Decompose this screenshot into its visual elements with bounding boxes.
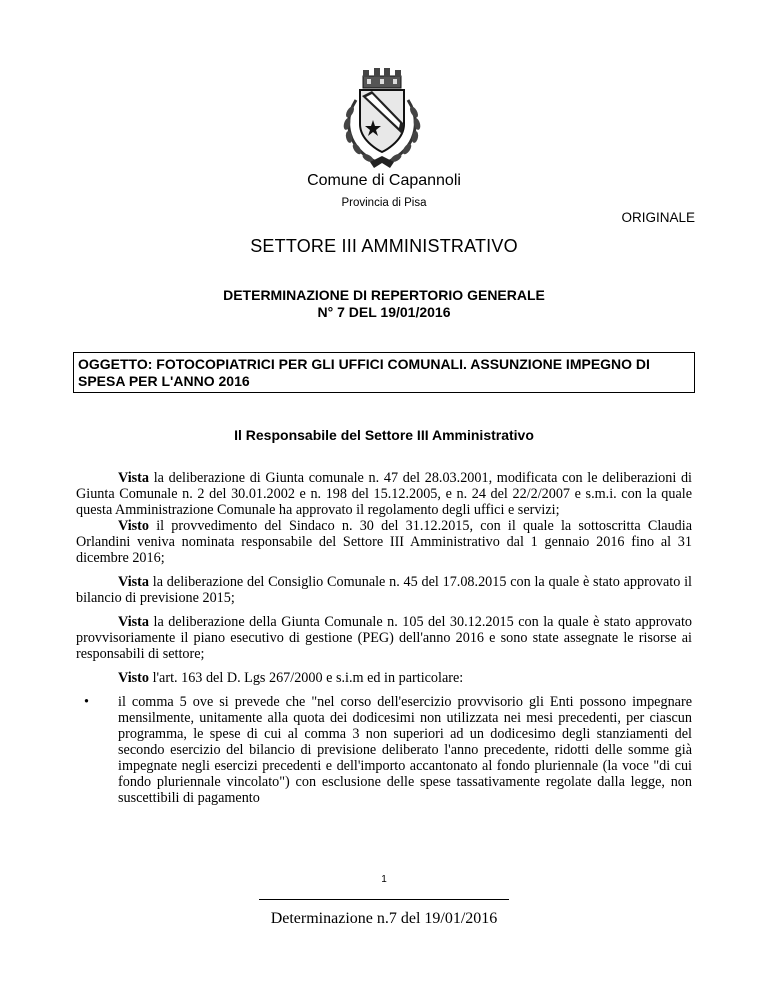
paragraph-vista-regolamento <box>76 470 692 518</box>
paragraph-visto-provvedimento <box>76 518 692 566</box>
responsible-heading: Il Responsabile del Settore III Amministrativo <box>234 427 534 443</box>
paragraph-text: la deliberazione di Giunta comunale n. 47 del 28.03.2001, modificata con le deliberazioni di Giunta Comunale n. 2 del 30.01.2002 e n. 198 del 15.12.2005, e n. 24 del 22/2/2007 e s.m.i. con la quale questa Amministrazione Comunale ha approvato il regolamento degli uffici e servizi; <box>76 470 692 518</box>
footer-text: Determinazione n.7 del 19/01/2016 <box>270 910 498 927</box>
paragraph-keyword: Vista <box>118 574 150 590</box>
paragraph-keyword: Vista <box>118 614 150 630</box>
bullet-icon: • <box>84 694 89 710</box>
province-name: Provincia di Pisa <box>341 197 427 209</box>
paragraph-text: la deliberazione del Consiglio Comunale n. 45 del 17.08.2015 con la quale è stato approvato il bilancio di previsione 2015; <box>76 574 692 606</box>
bullet-text: il comma 5 ove si prevede che "nel corso dell'esercizio provvisorio gli Enti possono impegnare mensilmente, unitamente alla quota dei dodicesimi non utilizzata nei mesi precedenti, per ciascun programma, le spese di cui al comma 3 non superiori ad un dodicesimo degli stanziamenti del secondo esercizio del bilancio di previsione deliberato l'anno precedente, ridotti delle somme già impegnate negli esercizi precedenti e dell'importo accantonato al fondo pluriennale (la voce "di cui fondo pluriennale vincolato") con esclusione delle spese tassativamente regolate dalla legge, non suscettibili di pagamento <box>118 694 692 806</box>
determination-heading-line1: DETERMINAZIONE DI REPERTORIO GENERALE <box>223 287 545 303</box>
original-label: ORIGINALE <box>621 210 695 225</box>
department-title: SETTORE III AMMINISTRATIVO <box>250 236 518 256</box>
coat-of-arms-crest <box>326 62 438 174</box>
paragraph-text: il provvedimento del Sindaco n. 30 del 31.12.2015, con il quale la sottoscritta Claudia Orlandini veniva nominata responsabile del Settore III Amministrativo dal 1 gennaio 2016 fino al 31 dicembre 2016; <box>76 518 692 566</box>
paragraph-text: la deliberazione della Giunta Comunale n. 105 del 30.12.2015 con la quale è stato approvato provvisoriamente il piano esecutivo di gestione (PEG) dell'anno 2016 e sono state assegnate le risorse ai responsabili di settore; <box>76 614 692 662</box>
subject-box: OGGETTO: FOTOCOPIATRICI PER GLI UFFICI COMUNALI. ASSUNZIONE IMPEGNO DI SPESA PER L'ANNO 2016 <box>73 352 695 393</box>
footer-divider <box>259 899 509 900</box>
paragraph-vista-bilancio <box>76 574 692 606</box>
paragraph-vista-peg <box>76 614 692 662</box>
page-number: 1 <box>381 874 387 885</box>
paragraph-visto-art163 <box>76 670 692 686</box>
paragraph-keyword: Visto <box>118 518 150 534</box>
determination-number-date: N° 7 DEL 19/01/2016 <box>317 304 451 320</box>
bullet-item-comma5 <box>76 694 692 806</box>
determination-heading <box>0 287 768 321</box>
document-body <box>76 470 692 806</box>
paragraph-text: l'art. 163 del D. Lgs 267/2000 e s.i.m ed in particolare: <box>149 670 464 686</box>
paragraph-keyword: Visto <box>118 670 150 686</box>
paragraph-keyword: Vista <box>118 470 150 486</box>
municipality-name: Comune di Capannoli <box>307 172 461 189</box>
